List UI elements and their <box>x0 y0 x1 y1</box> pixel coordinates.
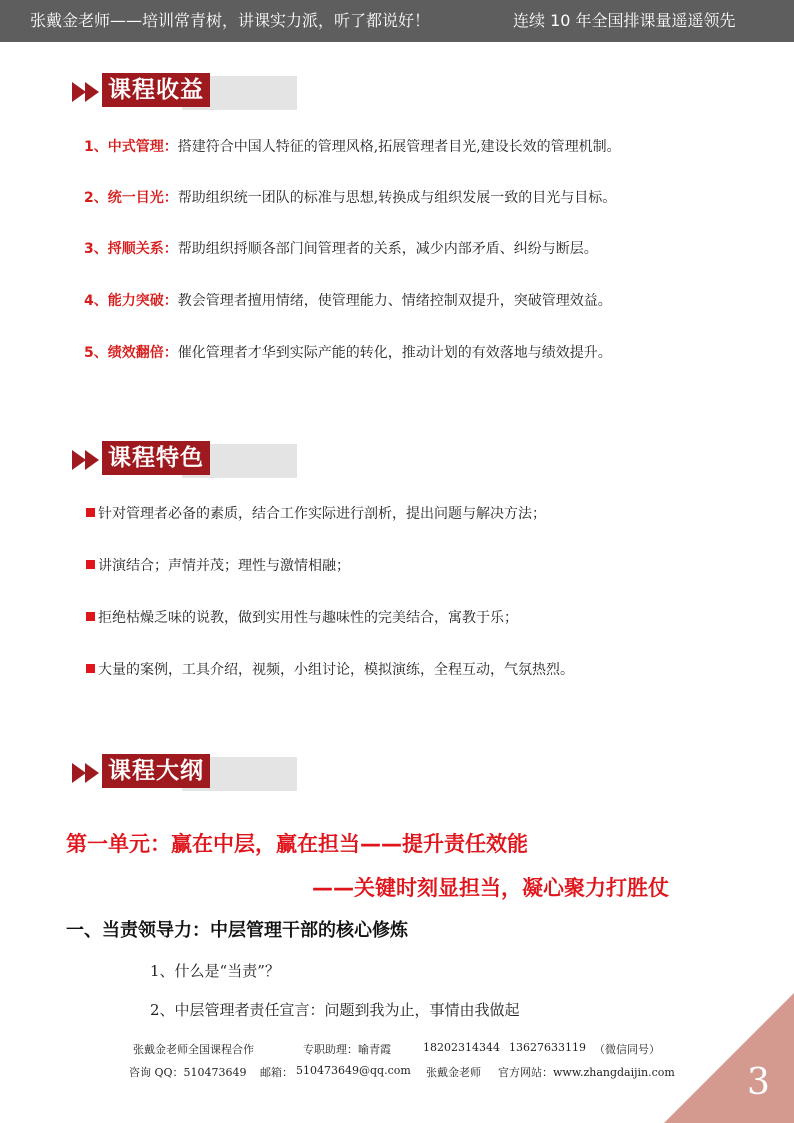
benefit-item <box>84 187 616 207</box>
benefit-text: 搭建符合中国人特征的管理风格,拓展管理者目光,建设长效的管理机制。 <box>177 139 621 155</box>
double-arrow-icon <box>72 82 102 102</box>
outline-item: 1、什么是“当责”？ <box>150 962 280 980</box>
feature-text: 拒绝枯燥乏味的说教，做到实用性与趣味性的完美结合，寓教于乐； <box>98 610 518 626</box>
footer-qq: 咨询 QQ：510473649 <box>129 1066 247 1079</box>
feature-item <box>86 607 518 627</box>
benefit-key: 5、绩效翻倍： <box>84 345 178 361</box>
benefit-text: 教会管理者擅用情绪，使管理能力、情绪控制双提升，突破管理效益。 <box>177 293 612 309</box>
section-heading-benefits <box>72 73 232 109</box>
footer-email-link[interactable]: 510473649@qq.com <box>296 1064 411 1077</box>
double-arrow-icon <box>72 763 102 783</box>
benefit-item <box>84 290 612 310</box>
corner-triangle-decoration <box>664 993 794 1123</box>
red-square-bullet-icon <box>86 612 95 621</box>
feature-text: 大量的案例，工具介绍，视频，小组讨论，模拟演练，全程互动，气氛热烈。 <box>98 662 574 678</box>
chapter-title: 一、当责领导力：中层管理干部的核心修炼 <box>66 920 408 941</box>
benefit-key: 2、统一目光： <box>84 190 178 206</box>
benefit-key: 4、能力突破： <box>84 293 178 309</box>
feature-item <box>86 555 350 575</box>
section-title: 课程收益 <box>102 73 210 107</box>
benefit-key: 1、中式管理： <box>84 139 178 155</box>
section-heading-outline <box>72 754 232 790</box>
header-bar <box>0 0 794 42</box>
benefit-item <box>84 238 598 258</box>
footer-email-label: 邮箱： <box>260 1066 293 1079</box>
unit-subtitle: ——关键时刻显担当，凝心聚力打胜仗 <box>312 876 669 900</box>
red-square-bullet-icon <box>86 508 95 517</box>
footer-partner: 张戴金老师全国课程合作 <box>133 1043 254 1056</box>
footer-teacher: 张戴金老师 <box>426 1066 481 1079</box>
footer-phone-1: 18202314344 <box>423 1041 500 1054</box>
benefit-item <box>84 136 621 156</box>
section-title: 课程大纲 <box>102 754 210 788</box>
red-square-bullet-icon <box>86 664 95 673</box>
benefit-key: 3、捋顺关系： <box>84 241 178 257</box>
page-number: 3 <box>747 1062 770 1103</box>
feature-item <box>86 659 574 679</box>
feature-item <box>86 503 546 523</box>
header-slogan: 张戴金老师——培训常青树，讲课实力派，听了都说好！ <box>30 11 431 30</box>
section-heading-features <box>72 441 232 477</box>
footer-wechat-note: （微信同号） <box>594 1043 660 1056</box>
section-title: 课程特色 <box>102 441 210 475</box>
footer-phone-2: 13627633119 <box>509 1041 586 1054</box>
footer-assistant: 专职助理：喻青霞 <box>303 1043 391 1056</box>
benefit-text: 催化管理者才华到实际产能的转化，推动计划的有效落地与绩效提升。 <box>177 345 612 361</box>
footer-website: 官方网站：www.zhangdaijin.com <box>498 1066 675 1079</box>
benefit-text: 帮助组织统一团队的标准与思想,转换成与组织发展一致的目光与目标。 <box>177 190 617 206</box>
outline-item: 2、中层管理者责任宣言：问题到我为止，事情由我做起 <box>150 1001 520 1019</box>
unit-title: 第一单元：赢在中层，赢在担当——提升责任效能 <box>66 832 528 856</box>
feature-text: 讲演结合；声情并茂；理性与激情相融； <box>98 558 350 574</box>
header-slogan-ranking: 连续 10 年全国排课量遥遥领先 <box>513 11 736 30</box>
benefit-text: 帮助组织捋顺各部门间管理者的关系，减少内部矛盾、纠纷与断层。 <box>177 241 598 257</box>
red-square-bullet-icon <box>86 560 95 569</box>
benefit-item <box>84 342 612 362</box>
double-arrow-icon <box>72 450 102 470</box>
feature-text: 针对管理者必备的素质，结合工作实际进行剖析，提出问题与解决方法； <box>98 506 546 522</box>
